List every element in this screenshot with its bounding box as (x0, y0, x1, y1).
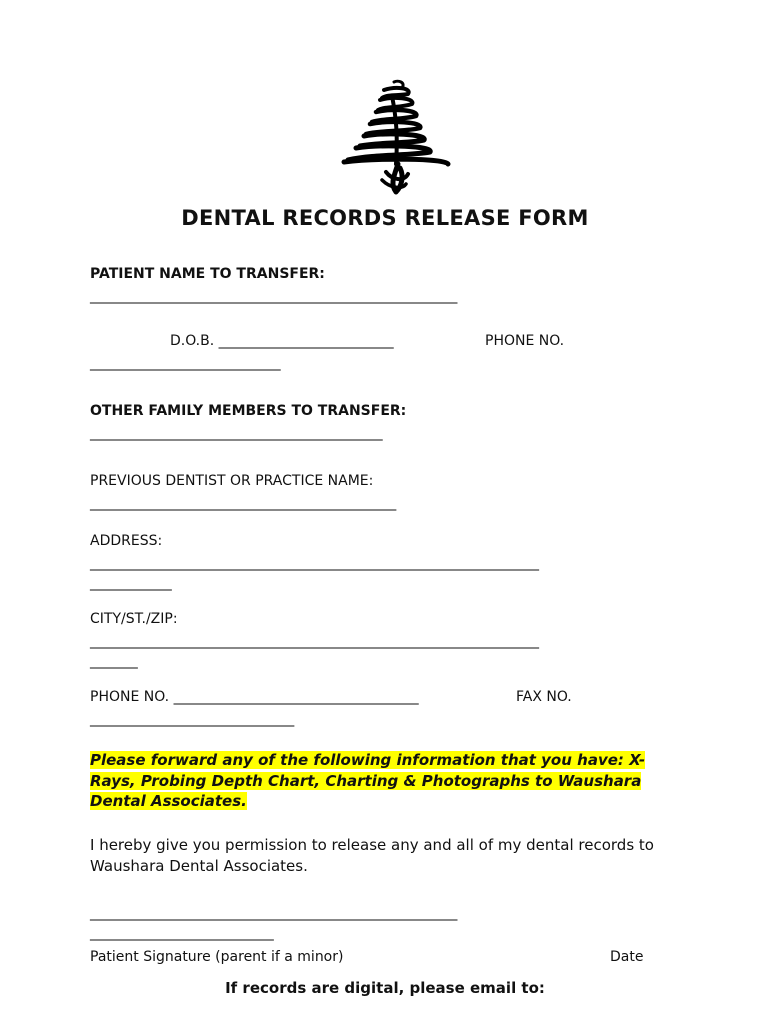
city-state-zip-field-line1[interactable]: __________________________________________________________________ (90, 633, 539, 649)
address-field-line1[interactable]: __________________________________________________________________ (90, 555, 539, 571)
address-field-line2[interactable]: ____________ (90, 575, 172, 591)
fax-label: FAX NO. (516, 689, 572, 705)
forward-info-notice (90, 750, 680, 812)
family-members-label: OTHER FAMILY MEMBERS TO TRANSFER: (90, 403, 407, 419)
date-label: Date (610, 949, 644, 965)
phone2-field[interactable]: PHONE NO. ___________________________________ (90, 689, 419, 705)
email-note: If records are digital, please email to: (225, 979, 545, 997)
signature-field-line1[interactable]: ______________________________________________________ (90, 905, 458, 921)
previous-dentist-label: PREVIOUS DENTIST OR PRACTICE NAME: (90, 473, 374, 489)
dob-field[interactable]: D.O.B. _________________________ (170, 333, 394, 349)
patient-name-label: PATIENT NAME TO TRANSFER: (90, 266, 325, 282)
phone-label: PHONE NO. (485, 333, 565, 349)
city-state-zip-field-line2[interactable]: _______ (90, 653, 138, 669)
family-members-field[interactable]: ___________________________________________ (90, 425, 383, 441)
permission-statement: I hereby give you permission to release any and all of my dental records to Waushara Dental Associates. (90, 836, 654, 875)
address-label: ADDRESS: (90, 533, 163, 549)
city-state-zip-label: CITY/ST./ZIP: (90, 611, 178, 627)
pine-tree-logo-icon (336, 76, 456, 200)
fax-field[interactable]: ______________________________ (90, 711, 295, 727)
phone-field[interactable]: ____________________________ (90, 355, 281, 371)
page-title: DENTAL RECORDS RELEASE FORM (181, 206, 589, 230)
previous-dentist-field[interactable]: _____________________________________________ (90, 495, 397, 511)
signature-field-line2[interactable]: ___________________________ (90, 925, 274, 941)
signature-label: Patient Signature (parent if a minor) (90, 949, 344, 965)
forward-info-text: Please forward any of the following information that you have: X-Rays, Probing Depth Chart, Charting & Photographs to Waushara Dental Associates. (90, 751, 646, 810)
patient-name-field[interactable]: ______________________________________________________ (90, 288, 458, 304)
